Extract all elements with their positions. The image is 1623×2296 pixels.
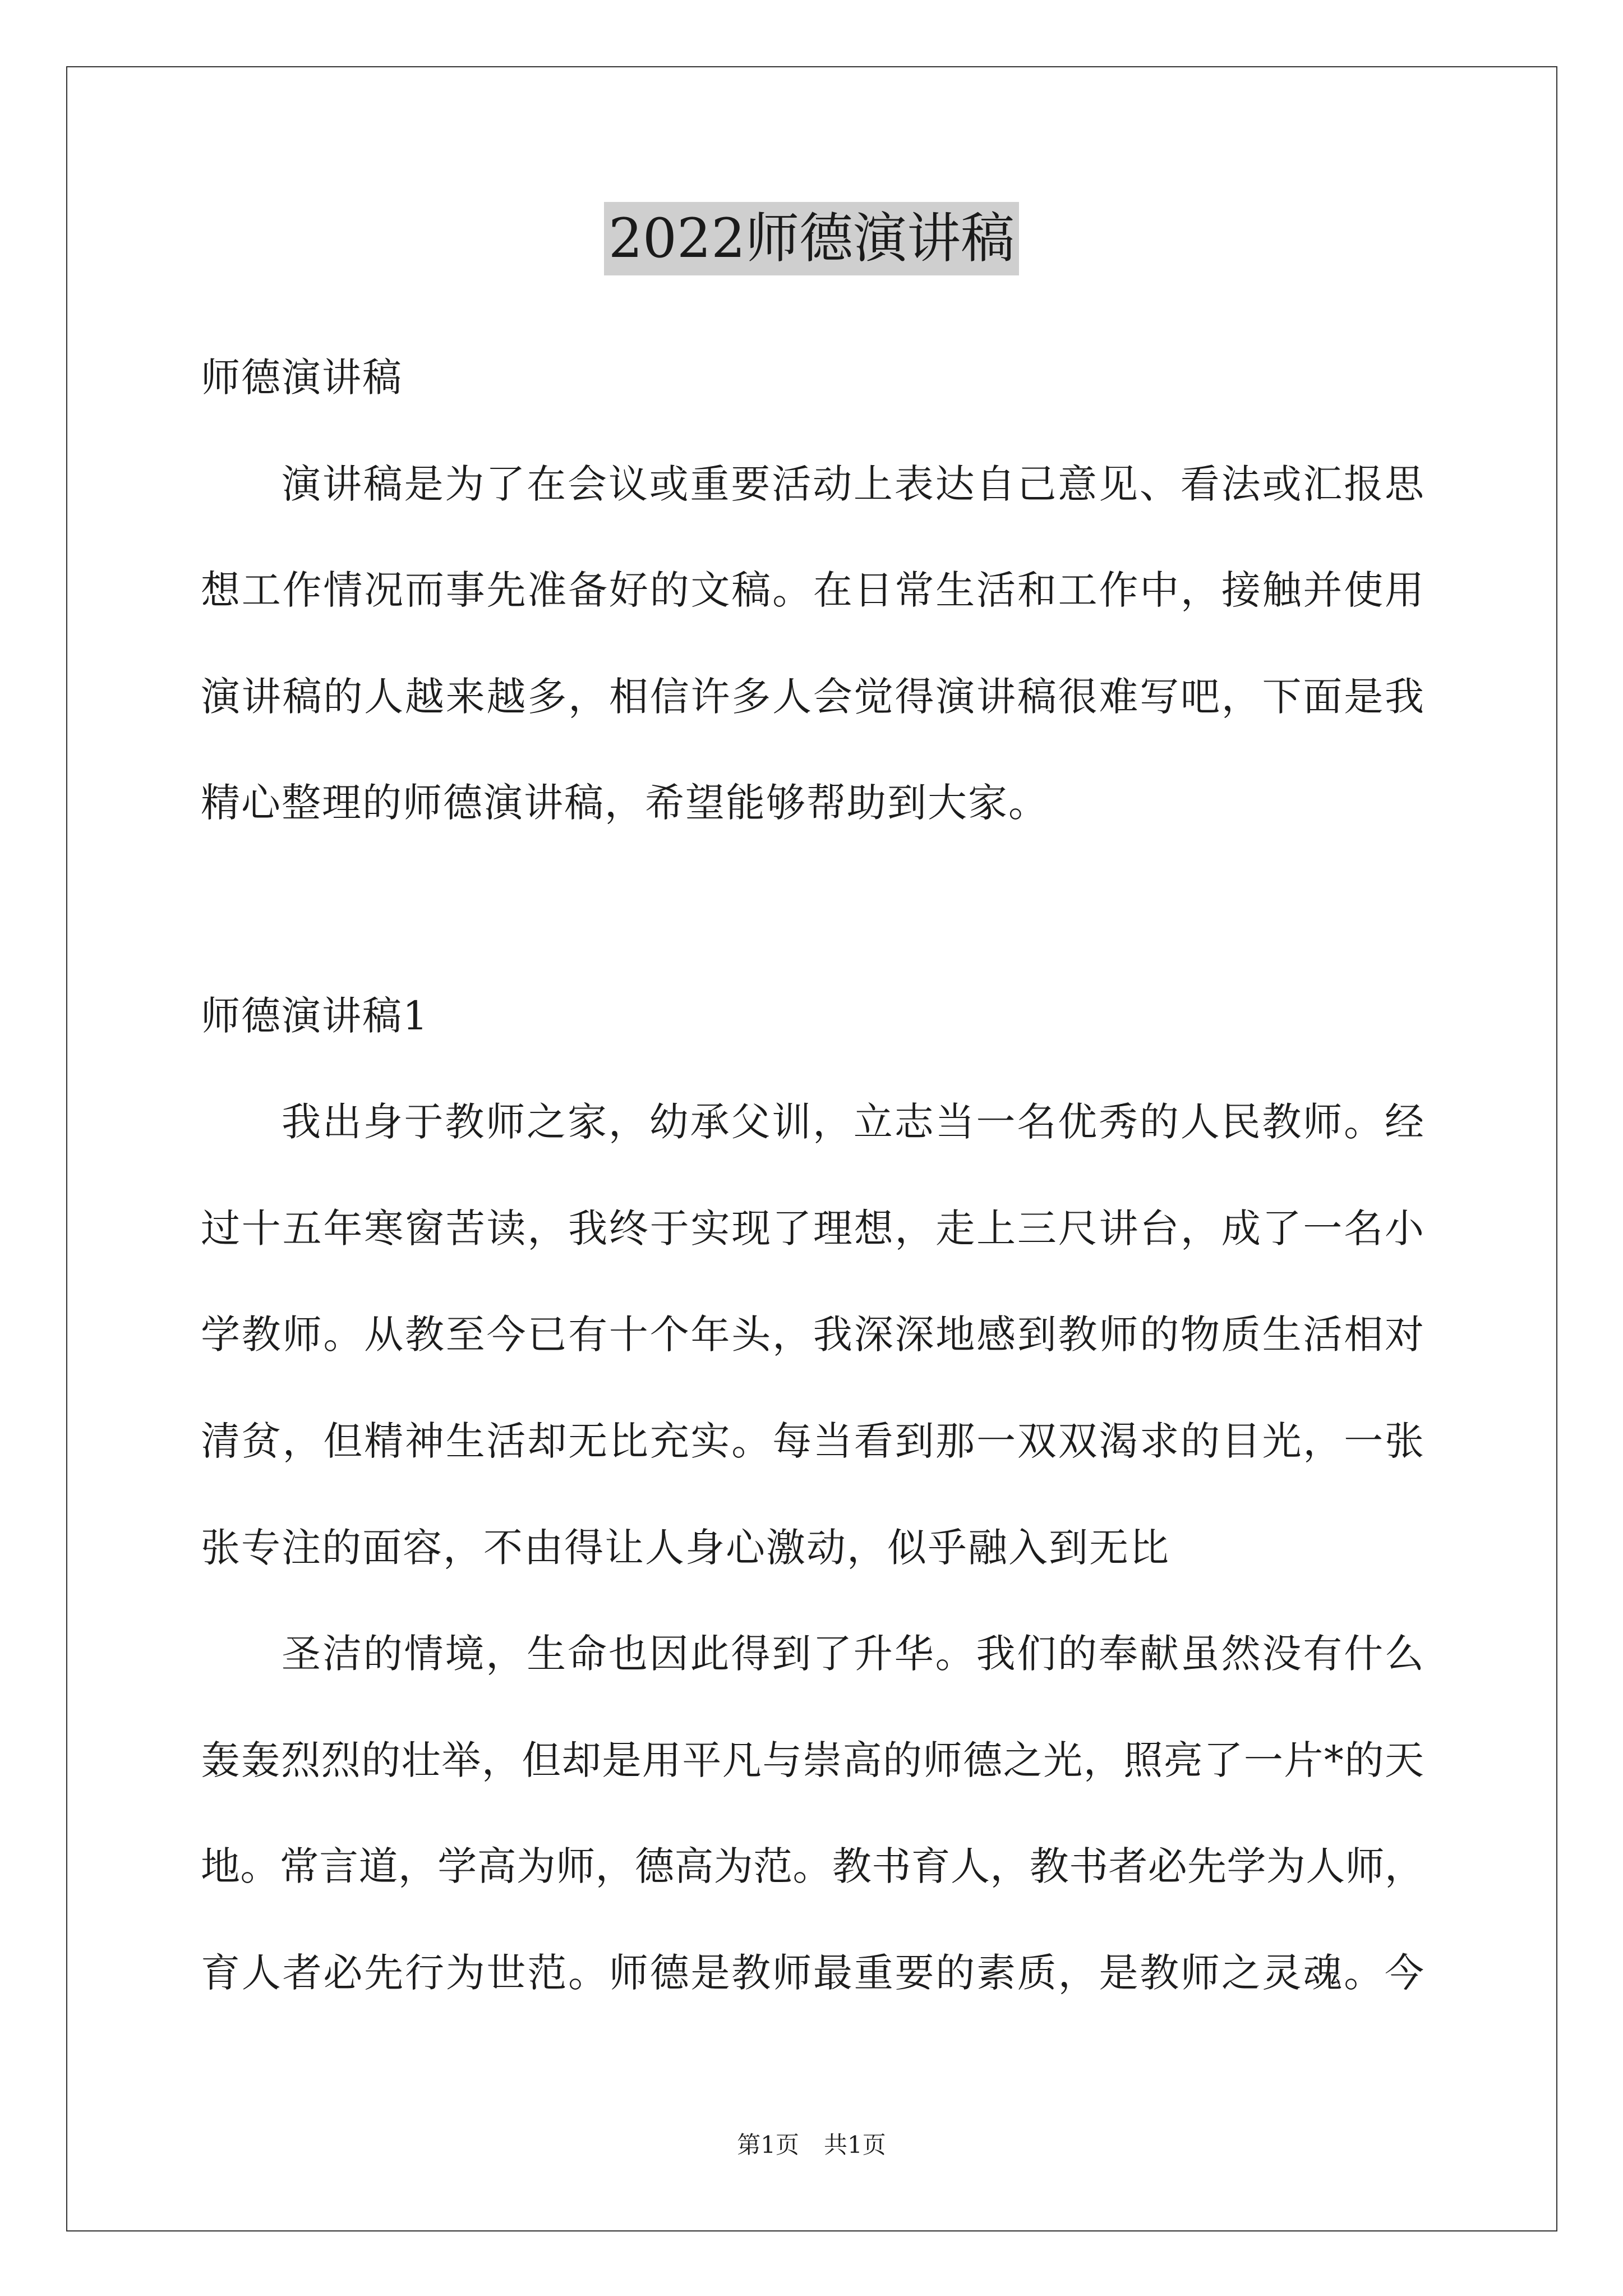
paragraph-line: 地。常言道，学高为师，德高为范。教书育人，教书者必先学为人师， xyxy=(201,1843,1424,1890)
page-number: 第1页 xyxy=(737,2131,799,2159)
intro-paragraph xyxy=(201,431,1424,857)
paragraph-line: 演讲稿的人越来越多，相信许多人会觉得演讲稿很难写吧，下面是我 xyxy=(201,673,1424,720)
document-title: 2022师德演讲稿 xyxy=(604,202,1019,275)
page-footer xyxy=(0,2131,1623,2159)
speech-paragraph xyxy=(201,1601,1424,2026)
title-container xyxy=(0,202,1623,275)
paragraph-line: 演讲稿是为了在会议或重要活动上表达自己意见、看法或汇报思 xyxy=(282,461,1424,507)
paragraph-line: 过十五年寒窗苦读，我终于实现了理想，走上三尺讲台，成了一名小 xyxy=(201,1205,1424,1251)
paragraph-line: 我出身于教师之家，幼承父训，立志当一名优秀的人民教师。经 xyxy=(282,1099,1424,1145)
paragraph-line: 清贫，但精神生活却无比充实。每当看到那一双双渴求的目光，一张 xyxy=(201,1418,1424,1464)
section-heading-speech-1: 师德演讲稿1 xyxy=(201,992,429,1039)
document-body xyxy=(201,325,1424,2027)
blank-line xyxy=(201,857,1424,963)
paragraph-line: 精心整理的师德演讲稿，希望能够帮助到大家。 xyxy=(201,780,1049,826)
paragraph-line: 圣洁的情境，生命也因此得到了升华。我们的奉献虽然没有什么 xyxy=(282,1631,1424,1677)
paragraph-line: 想工作情况而事先准备好的文稿。在日常生活和工作中，接触并使用 xyxy=(201,567,1424,614)
paragraph-line: 张专注的面容，不由得让人身心激动，似乎融入到无比 xyxy=(201,1524,1170,1571)
speech-paragraph xyxy=(201,1069,1424,1601)
page-total: 共1页 xyxy=(824,2131,886,2159)
paragraph-line: 学教师。从教至今已有十个年头，我深深地感到教师的物质生活相对 xyxy=(201,1312,1424,1358)
paragraph-line: 育人者必先行为世范。师德是教师最重要的素质，是教师之灵魂。今 xyxy=(201,1949,1424,1996)
paragraph-line: 轰轰烈烈的壮举，但却是用平凡与崇高的师德之光，照亮了一片*的天 xyxy=(201,1737,1424,1783)
section-heading-intro: 师德演讲稿 xyxy=(201,355,403,401)
